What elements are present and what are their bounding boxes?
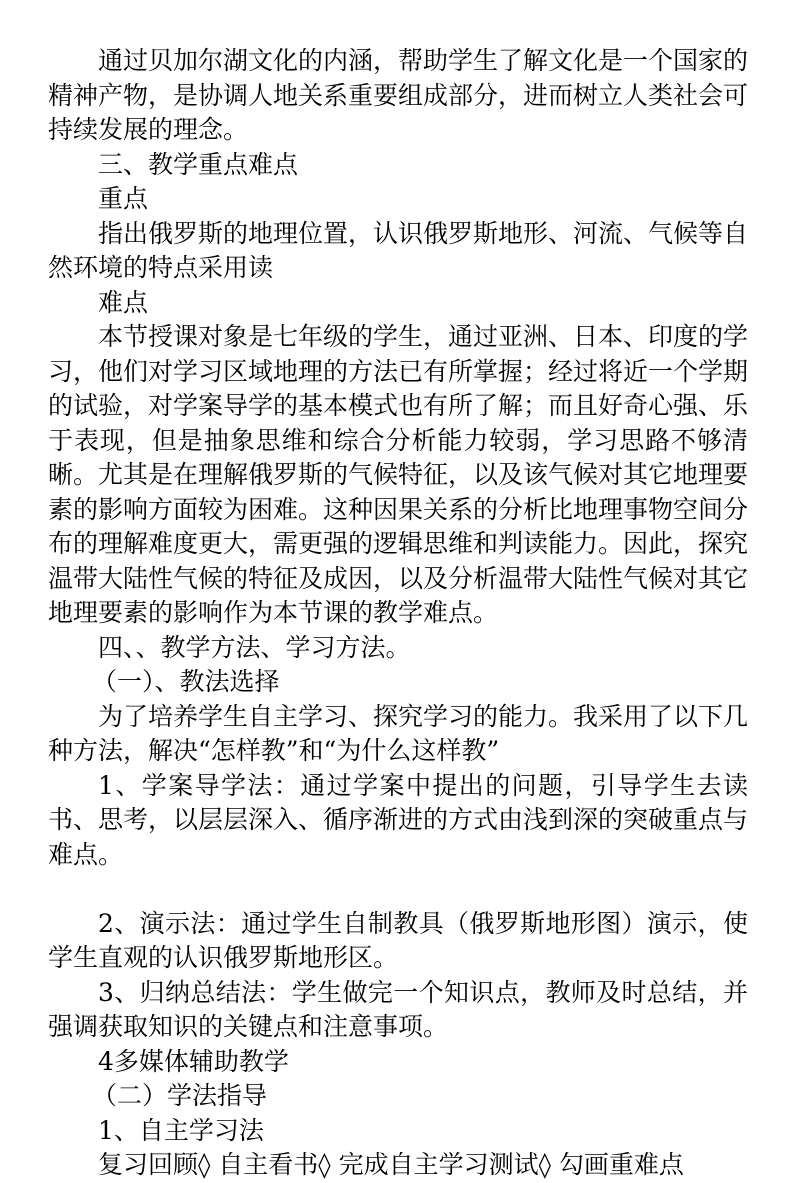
subheading-study-guidance: （二）学法指导 <box>92 1081 268 1110</box>
document-body <box>48 44 748 1183</box>
heading-teaching-methods: 四、、教学方法、学习方法。 <box>98 632 411 662</box>
paragraph-difficult-points: 本节授课对象是七年级的学生，通过亚洲、日本、印度的学习，他们对学习区域地理的方法已有所掌握；经过将近一个学期的试验，对学案导学的基本模式也有所了解；而且好奇心强、乐于表现，但是抽象思维和综合分析能力较弱，学习思路不够清晰。尤其是在理解俄罗斯的气候特征，以及该气候对其它地理要素的影响方面较为困难。这种因果关系的分析比地理事物空间分布的理解难度更大，需更强的逻辑思维和判读能力。因此，探究温带大陆性气候的特征及成因，以及分析温带大陆性气候对其它地理要素的影响作为本节课的教学难点。 <box>48 322 749 627</box>
subheading-method-selection: （一）、教法选择 <box>92 667 280 696</box>
paragraph-method-4: 4多媒体辅助教学 <box>98 1046 289 1076</box>
paragraph-self-study-steps: 复习回顾◊ 自主看书◊ 完成自主学习测试◊ 勾画重难点 <box>98 1150 684 1179</box>
paragraph-method-1: 1、学案导学法：通过学案中提出的问题，引导学生去读书、思考，以层层深入、循序渐进的方式由浅到深的突破重点与难点。 <box>48 770 749 869</box>
paragraph-culture-goal: 通过贝加尔湖文化的内涵，帮助学生了解文化是一个国家的精神产物，是协调人地关系重要组成部分，进而树立人类社会可持续发展的理念。 <box>48 46 749 144</box>
paragraph-method-intro: 为了培养学生自主学习、探究学习的能力。我采用了以下几种方法，解决“怎样教”和“为什么这样教” <box>48 701 749 765</box>
paragraph-method-3: 3、归纳总结法：学生做完一个知识点，教师及时总结，并强调获取知识的关键点和注意事项。 <box>48 977 748 1041</box>
subheading-key-points: 重点 <box>98 184 149 213</box>
paragraph-method-2: 2、演示法：通过学生自制教具（俄罗斯地形图）演示，使学生直观的认识俄罗斯地形区。 <box>48 908 748 972</box>
blank-line <box>48 872 748 907</box>
paragraph-key-points: 指出俄罗斯的地理位置，认识俄罗斯地形、河流、气候等自然环境的特点采用读 <box>48 218 749 282</box>
subheading-difficult-points: 难点 <box>98 287 149 317</box>
paragraph-self-study: 1、自主学习法 <box>98 1115 264 1145</box>
heading-key-difficult-points: 三、教学重点难点 <box>98 149 299 179</box>
